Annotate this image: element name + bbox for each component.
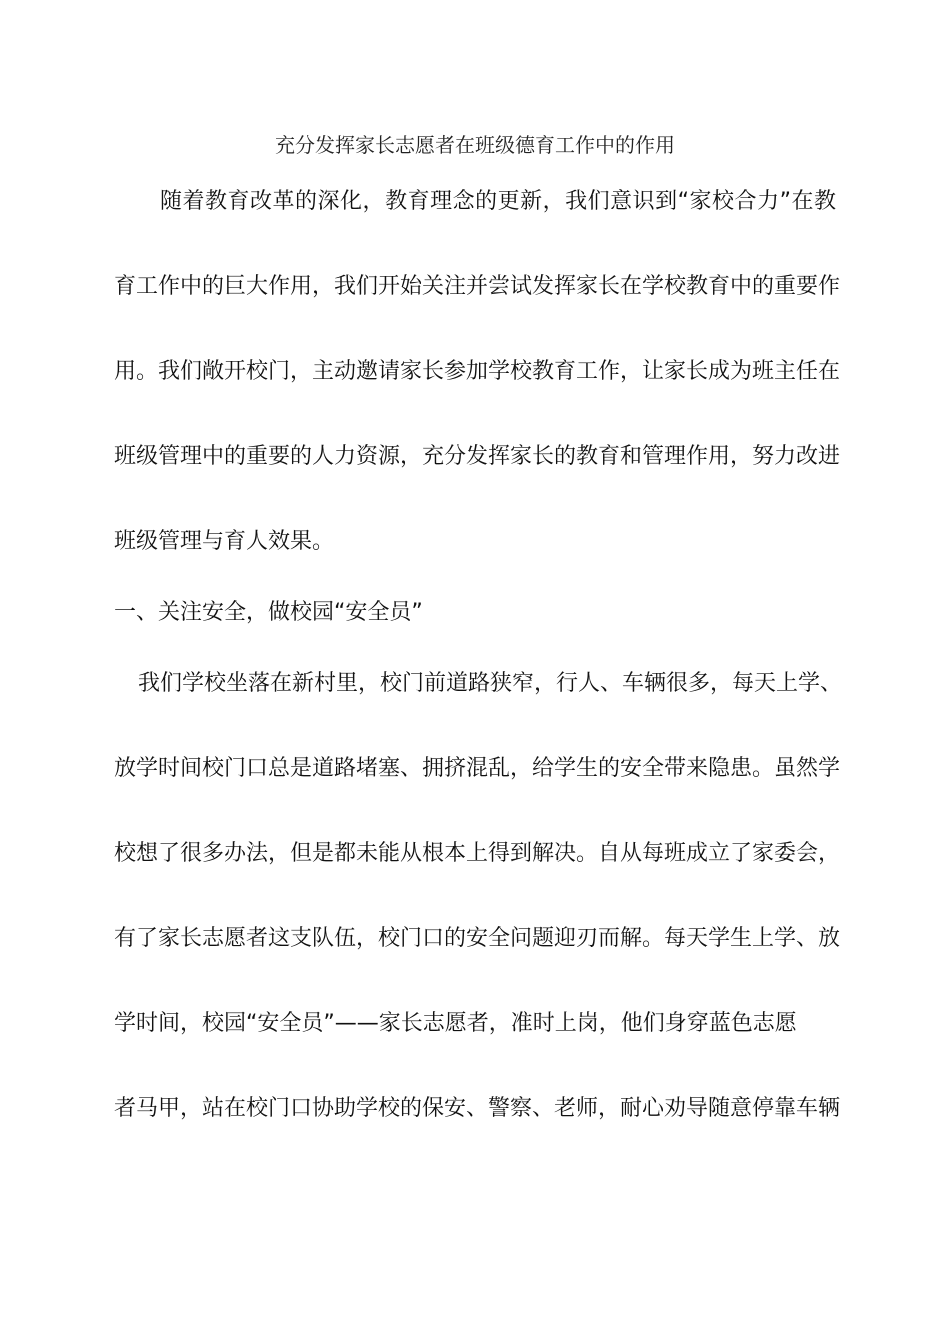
paragraph-line: 放学时间校门口总是道路堵塞、拥挤混乱，给学生的安全带来隐患。虽然学 — [114, 756, 841, 781]
paragraph-line: 班级管理中的重要的人力资源，充分发挥家长的教育和管理作用，努力改进 — [114, 444, 841, 469]
paragraph-line: 学时间，校园“安全员”——家长志愿者，准时上岗，他们身穿蓝色志愿 — [114, 1011, 797, 1036]
paragraph-line: 者马甲，站在校门口协助学校的保安、警察、老师，耐心劝导随意停靠车辆 — [114, 1096, 841, 1121]
paragraph-line: 用。我们敞开校门，主动邀请家长参加学校教育工作，让家长成为班主任在 — [114, 359, 841, 384]
paragraph-line: 班级管理与育人效果。 — [114, 529, 335, 554]
paragraph-line: 有了家长志愿者这支队伍，校门口的安全问题迎刃而解。每天学生上学、放 — [114, 926, 841, 951]
paragraph-line: 我们学校坐落在新村里，校门前道路狭窄，行人、车辆很多，每天上学、 — [138, 671, 843, 696]
section-heading: 一、关注安全，做校园“安全员” — [114, 600, 423, 625]
paragraph-line: 校想了很多办法，但是都未能从根本上得到解决。自从每班成立了家委会， — [114, 841, 841, 866]
paragraph-line: 育工作中的巨大作用，我们开始关注并尝试发挥家长在学校教育中的重要作 — [114, 274, 841, 299]
document-title: 充分发挥家长志愿者在班级德育工作中的作用 — [275, 133, 675, 157]
paragraph-line: 随着教育改革的深化，教育理念的更新，我们意识到“家校合力”在教 — [160, 189, 836, 214]
